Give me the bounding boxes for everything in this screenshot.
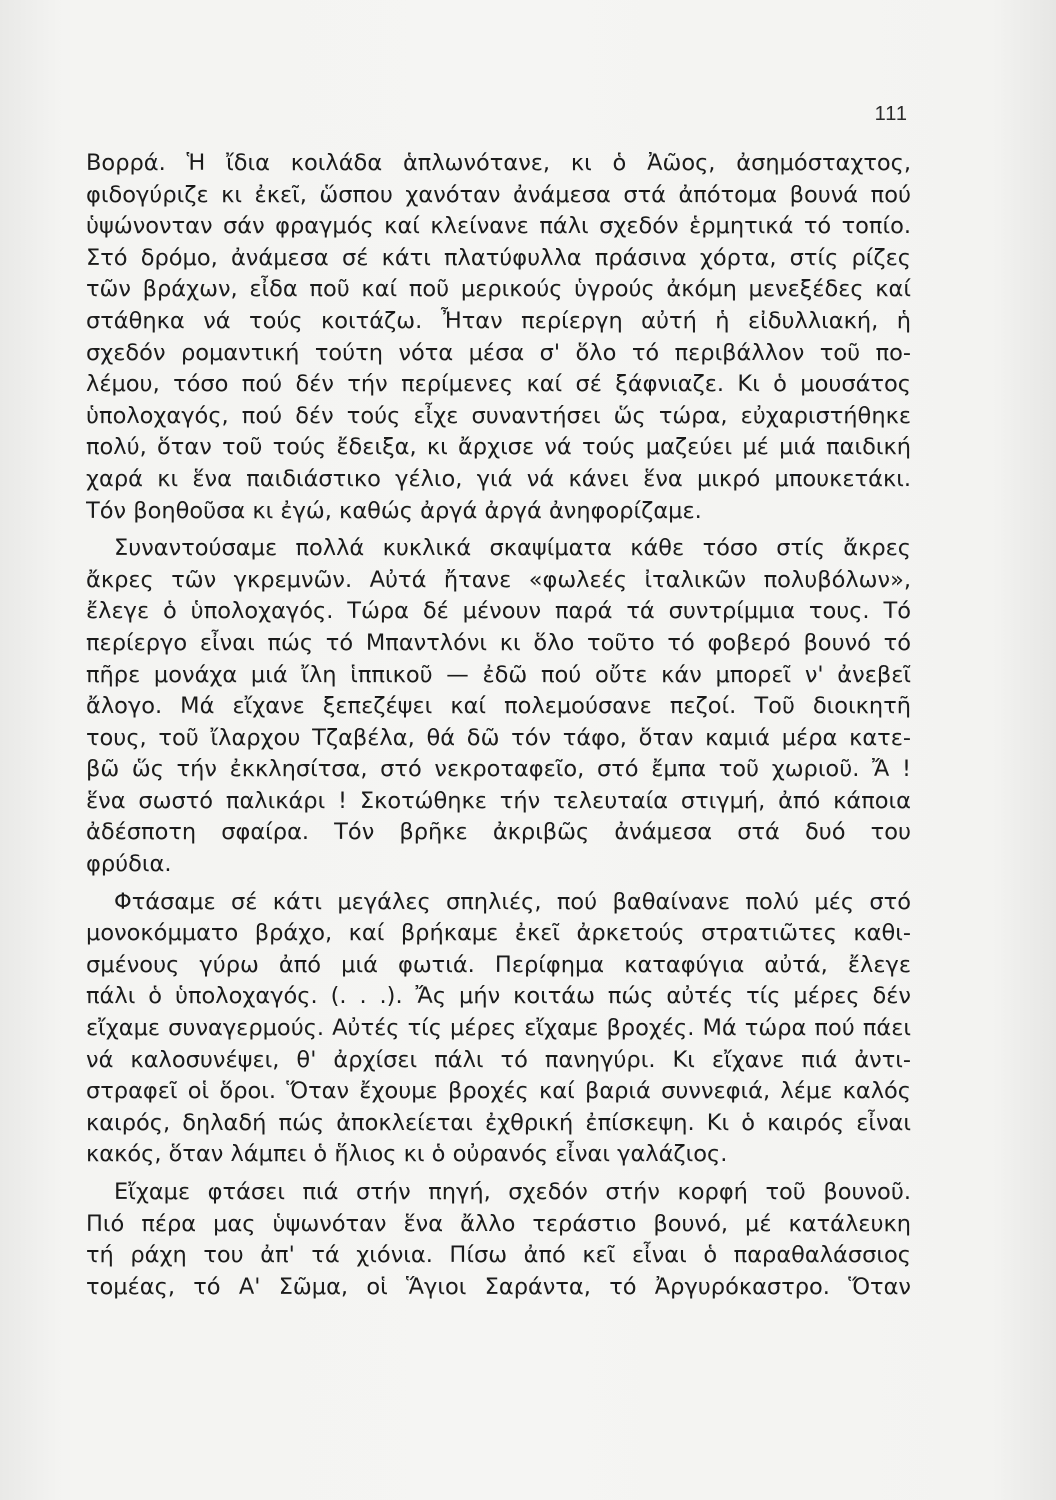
body-text [86, 148, 911, 1303]
text-line: νά καλοσυνέψει, θ' ἀρχίσει πάλι τό πανηγύρι. Κι εἴχανε πιά ἀντι- [86, 1046, 911, 1073]
text-line: λέμου, τόσο πού δέν τήν περίμενες καί σέ ξάφνιαζε. Κι ὁ μουσάτος [86, 371, 911, 398]
text-line: εἴχαμε συναγερμούς. Αὐτές τίς μέρες εἴχαμε βροχές. Μά τώρα πού πάει [86, 1015, 911, 1042]
page-number: 111 [874, 103, 908, 125]
text-line: ὑπολοχαγός, πού δέν τούς εἶχε συναντήσει ὥς τώρα, εὐχαριστήθηκε [86, 402, 911, 429]
text-line: φιδογύριζε κι ἐκεῖ, ὥσπου χανόταν ἀνάμεσα στά ἀπότομα βουνά πού [86, 181, 911, 208]
text-line: στάθηκα νά τούς κοιτάζω. Ἦταν περίεργη αὐτή ἡ εἰδυλλιακή, ἡ [86, 307, 911, 334]
paragraph-2 [86, 533, 911, 881]
paragraph-1 [86, 148, 911, 527]
text-line: τομέας, τό Α' Σῶμα, οἱ Ἅγιοι Σαράντα, τό Ἀργυρόκαστρο. Ὅταν [86, 1273, 911, 1300]
text-line: πάλι ὁ ὑπολοχαγός. (. . .). Ἄς μήν κοιτάω πώς αὐτές τίς μέρες δέν [86, 983, 911, 1010]
text-line: ἄκρες τῶν γκρεμνῶν. Αὐτά ἤτανε «φωλεές ἰταλικῶν πολυβόλων», [86, 566, 911, 593]
text-line: πῆρε μονάχα μιά ἴλη ἱππικοῦ — ἐδῶ πού οὔτε κάν μπορεῖ ν' ἀνεβεῖ [86, 661, 911, 688]
text-line: χαρά κι ἕνα παιδιάστικο γέλιο, γιά νά κάνει ἕνα μικρό μπουκετάκι. [86, 465, 911, 492]
text-line: ἔλεγε ὁ ὑπολοχαγός. Τώρα δέ μένουν παρά τά συντρίμμια τους. Τό [86, 598, 911, 625]
text-line: ἄλογο. Μά εἴχανε ξεπεζέψει καί πολεμούσανε πεζοί. Τοῦ διοικητῆ [86, 693, 911, 720]
text-line: βῶ ὥς τήν ἐκκλησίτσα, στό νεκροταφεῖο, στό ἔμπα τοῦ χωριοῦ. Ἄ ! [86, 756, 911, 783]
text-line: Συναντούσαμε πολλά κυκλικά σκαψίματα κάθε τόσο στίς ἄκρες [114, 535, 911, 562]
text-line: μονοκόμματο βράχο, καί βρήκαμε ἐκεῖ ἀρκετούς στρατιῶτες καθι- [86, 920, 911, 947]
text-line: ἕνα σωστό παλικάρι ! Σκοτώθηκε τήν τελευταία στιγμή, ἀπό κάποια [86, 787, 911, 814]
paragraph-3 [86, 887, 911, 1171]
text-line: ὑψώνονταν σάν φραγμός καί κλείνανε πάλι σχεδόν ἑρμητικά τό τοπίο. [86, 213, 911, 240]
text-line: Πιό πέρα μας ὑψωνόταν ἕνα ἄλλο τεράστιο βουνό, μέ κατάλευκη [86, 1210, 911, 1237]
text-line: Βορρά. Ἡ ἴδια κοιλάδα ἁπλωνότανε, κι ὁ Ἀῶος, ἀσημόσταχτος, [86, 150, 911, 176]
text-line: πολύ, ὅταν τοῦ τούς ἔδειξα, κι ἄρχισε νά τούς μαζεύει μέ μιά παιδική [86, 434, 911, 461]
text-line: Στό δρόμο, ἀνάμεσα σέ κάτι πλατύφυλλα πράσινα χόρτα, στίς ρίζες [86, 244, 911, 271]
text-line: Φτάσαμε σέ κάτι μεγάλες σπηλιές, πού βαθαίνανε πολύ μές στό [114, 888, 911, 915]
text-line: σχεδόν ρομαντική τούτη νότα μέσα σ' ὅλο τό περιβάλλον τοῦ πο- [86, 339, 911, 366]
text-line: Τόν βοηθοῦσα κι ἐγώ, καθώς ἀργά ἀργά ἀνηφορίζαμε. [86, 497, 702, 524]
text-line: περίεργο εἶναι πώς τό Μπαντλόνι κι ὅλο τοῦτο τό φοβερό βουνό τό [86, 629, 911, 656]
text-line: φρύδια. [86, 851, 172, 878]
text-line: τους, τοῦ ἴλαρχου Τζαβέλα, θά δῶ τόν τάφο, ὅταν καμιά μέρα κατε- [86, 724, 911, 751]
text-line: καιρός, δηλαδή πώς ἀποκλείεται ἐχθρική ἐπίσκεψη. Κι ὁ καιρός εἶναι [86, 1109, 911, 1136]
text-line: Εἴχαμε φτάσει πιά στήν πηγή, σχεδόν στήν κορφή τοῦ βουνοῦ. [114, 1179, 911, 1205]
text-line: τή ράχη του ἀπ' τά χιόνια. Πίσω ἀπό κεῖ εἶναι ὁ παραθαλάσσιος [86, 1242, 911, 1269]
text-line: κακός, ὅταν λάμπει ὁ ἥλιος κι ὁ οὐρανός εἶναι γαλάζιος. [86, 1141, 728, 1168]
text-line: τῶν βράχων, εἶδα ποῦ καί ποῦ μερικούς ὑγρούς ἀκόμη μενεξέδες καί [86, 276, 911, 303]
text-line: στραφεῖ οἱ ὅροι. Ὅταν ἔχουμε βροχές καί βαριά συννεφιά, λέμε καλός [86, 1078, 911, 1105]
paragraph-4 [86, 1177, 911, 1303]
text-line: σμένους γύρω ἀπό μιά φωτιά. Περίφημα καταφύγια αὐτά, ἔλεγε [86, 951, 911, 978]
text-line: ἀδέσποτη σφαίρα. Τόν βρῆκε ἀκριβῶς ἀνάμεσα στά δυό του [86, 819, 911, 846]
